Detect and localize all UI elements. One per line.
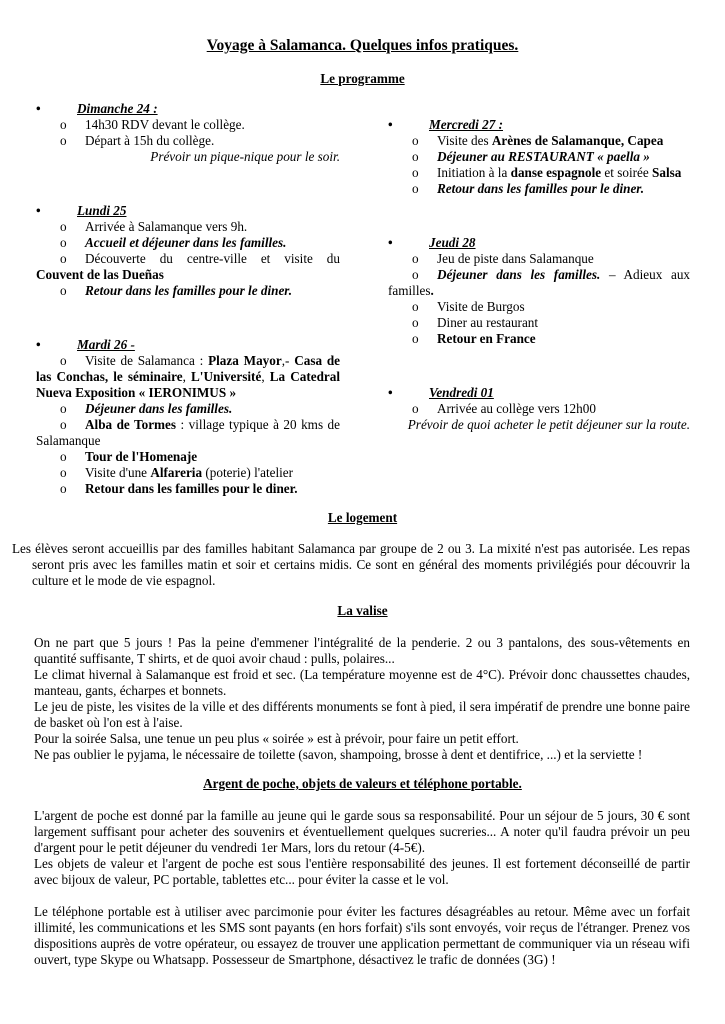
programme-right-column: [388, 117, 690, 433]
programme-heading: Le programme: [320, 71, 405, 86]
list-item: o Jeu de piste dans Salamanque: [412, 251, 594, 266]
list-item: o Déjeuner dans les familles.: [60, 401, 233, 416]
day-note: Prévoir de quoi acheter le petit déjeuner sur la route.: [407, 417, 690, 432]
day-heading: • Mardi 26 -: [36, 337, 135, 352]
valise-heading: La valise: [337, 603, 388, 618]
day-mardi: [36, 337, 340, 497]
list-item: o Visite d'une Alfareria (poterie) l'atelier: [60, 465, 294, 480]
logement-text: [12, 541, 690, 589]
list-item: o Visite de Salamanca : Plaza Mayor,- Casa de las Conchas, le séminaire, L'Université, La Catedral Nueva Exposition « IERONIMUS »: [36, 353, 341, 400]
valise-line: Le climat hivernal à Salamanque est froid et sec. (La température moyenne est de 4°C). Prévoir donc chaussettes chaudes, manteau, gants, écharpes et bonnets.: [34, 667, 690, 698]
logement-heading: Le logement: [327, 510, 398, 525]
argent-heading: Argent de poche, objets de valeurs et téléphone portable.: [203, 776, 522, 791]
argent-paragraph: Le téléphone portable est à utiliser avec parcimonie pour éviter les factures désagréables au retour. Même avec un forfait illimité, les communications et les SMS sont payants (en hors forfait) s'ils sont envoyés, voir reçus de l'étranger. Prenez vos dispositions auprès de votre opérateur, ou essayez de trouver une application permettant de communiquer via un réseau wifi ouvert, type Skype ou Whatsapp. Possesseur de Smartphone, désactivez le trafic de données (3G) !: [34, 904, 690, 967]
day-heading: • Jeudi 28: [388, 235, 476, 250]
day-vendredi: [388, 385, 690, 433]
list-item: o Départ à 15h du collège.: [60, 133, 215, 148]
list-item: o Visite des Arènes de Salamanque, Capea: [412, 133, 664, 148]
day-jeudi: [388, 235, 690, 347]
list-item: o Retour dans les familles pour le diner.: [60, 283, 292, 298]
argent-text: [34, 808, 690, 968]
list-item: o Retour dans les familles pour le diner.: [60, 481, 298, 496]
list-item: o 14h30 RDV devant le collège.: [60, 117, 245, 132]
list-item: o Tour de l'Homenaje: [60, 449, 198, 464]
day-note: Prévoir un pique-nique pour le soir.: [150, 149, 340, 164]
day-lundi: [36, 203, 340, 299]
valise-line: Le jeu de piste, les visites de la ville et des différents monuments se font à pied, il sera impératif de prendre une bonne paire de basket où l'on est à l'aise.: [34, 699, 690, 730]
list-item: o Initiation à la danse espagnole et soirée Salsa: [412, 165, 682, 180]
list-item: o Arrivée à Salamanque vers 9h.: [60, 219, 248, 234]
day-heading: • Dimanche 24 :: [36, 101, 158, 116]
day-heading: • Lundi 25: [36, 203, 127, 218]
list-item: o Retour dans les familles pour le diner.: [412, 181, 644, 196]
day-heading: • Mercredi 27 :: [388, 117, 503, 132]
valise-line: Pour la soirée Salsa, une tenue un peu plus « soirée » est à prévoir, pour faire un petit effort.: [34, 731, 519, 746]
document-title: Voyage à Salamanca. Quelques infos pratiques.: [206, 37, 519, 54]
list-item: o Découverte du centre-ville et visite du: [60, 251, 340, 266]
list-item: o Retour en France: [412, 331, 536, 346]
argent-paragraph: L'argent de poche est donné par la famille au jeune qui le garde sous sa responsabilité. Pour un séjour de 5 jours, 30 € sont largement suffisant pour acheter des souvenirs et éventuellement quelques sucreries... A noter qu'il faudra prévoir un peu d'argent pour le petit déjeuner du vendredi 1er Mars, lors du retour (4-5€).: [34, 808, 690, 855]
list-item: o Alba de Tormes : village typique à 20 kms de Salamanque: [36, 417, 341, 448]
argent-paragraph: Les objets de valeur et l'argent de poche est sous l'entière responsabilité des jeunes. Il est fortement déconseillé de partir avec bijoux de valeur, PC portable, tablettes etc... pour éviter la casse et le vol.: [34, 856, 690, 887]
day-mercredi: [388, 117, 690, 197]
list-item-continued: Couvent de las Dueñas: [36, 267, 164, 282]
list-item: o Accueil et déjeuner dans les familles.: [60, 235, 287, 250]
programme-left-column: [36, 101, 340, 497]
logement-paragraph: Les élèves seront accueillis par des familles habitant Salamanca par groupe de 2 ou 3. La mixité n'est pas autorisée. Les repas seront pris avec les familles matin et soir et certains midis. Ce sont en général des moments privilégiés pour découvrir la culture et le mode de vie espagnol.: [12, 541, 690, 588]
day-dimanche: [36, 101, 340, 165]
list-item: o Arrivée au collège vers 12h00: [412, 401, 596, 416]
list-item: o Visite de Burgos: [412, 299, 525, 314]
valise-line: Ne pas oublier le pyjama, le nécessaire de toilette (savon, shampoing, brosse à dent et dentifrice, ...) et la serviette !: [34, 747, 643, 762]
day-heading: • Vendredi 01: [388, 385, 494, 400]
list-item: o Déjeuner au RESTAURANT « paella »: [412, 149, 650, 164]
list-item: o Diner au restaurant: [412, 315, 539, 330]
valise-line: On ne part que 5 jours ! Pas la peine d'emmener l'intégralité de la penderie. 2 ou 3 pantalons, des sous-vêtements en quantité suffisante, T shirts, et de quoi avoir chaud : pulls, polaires...: [34, 635, 690, 666]
list-item: o Déjeuner dans les familles. – Adieux aux familles.: [388, 267, 691, 298]
valise-text: [34, 635, 690, 763]
